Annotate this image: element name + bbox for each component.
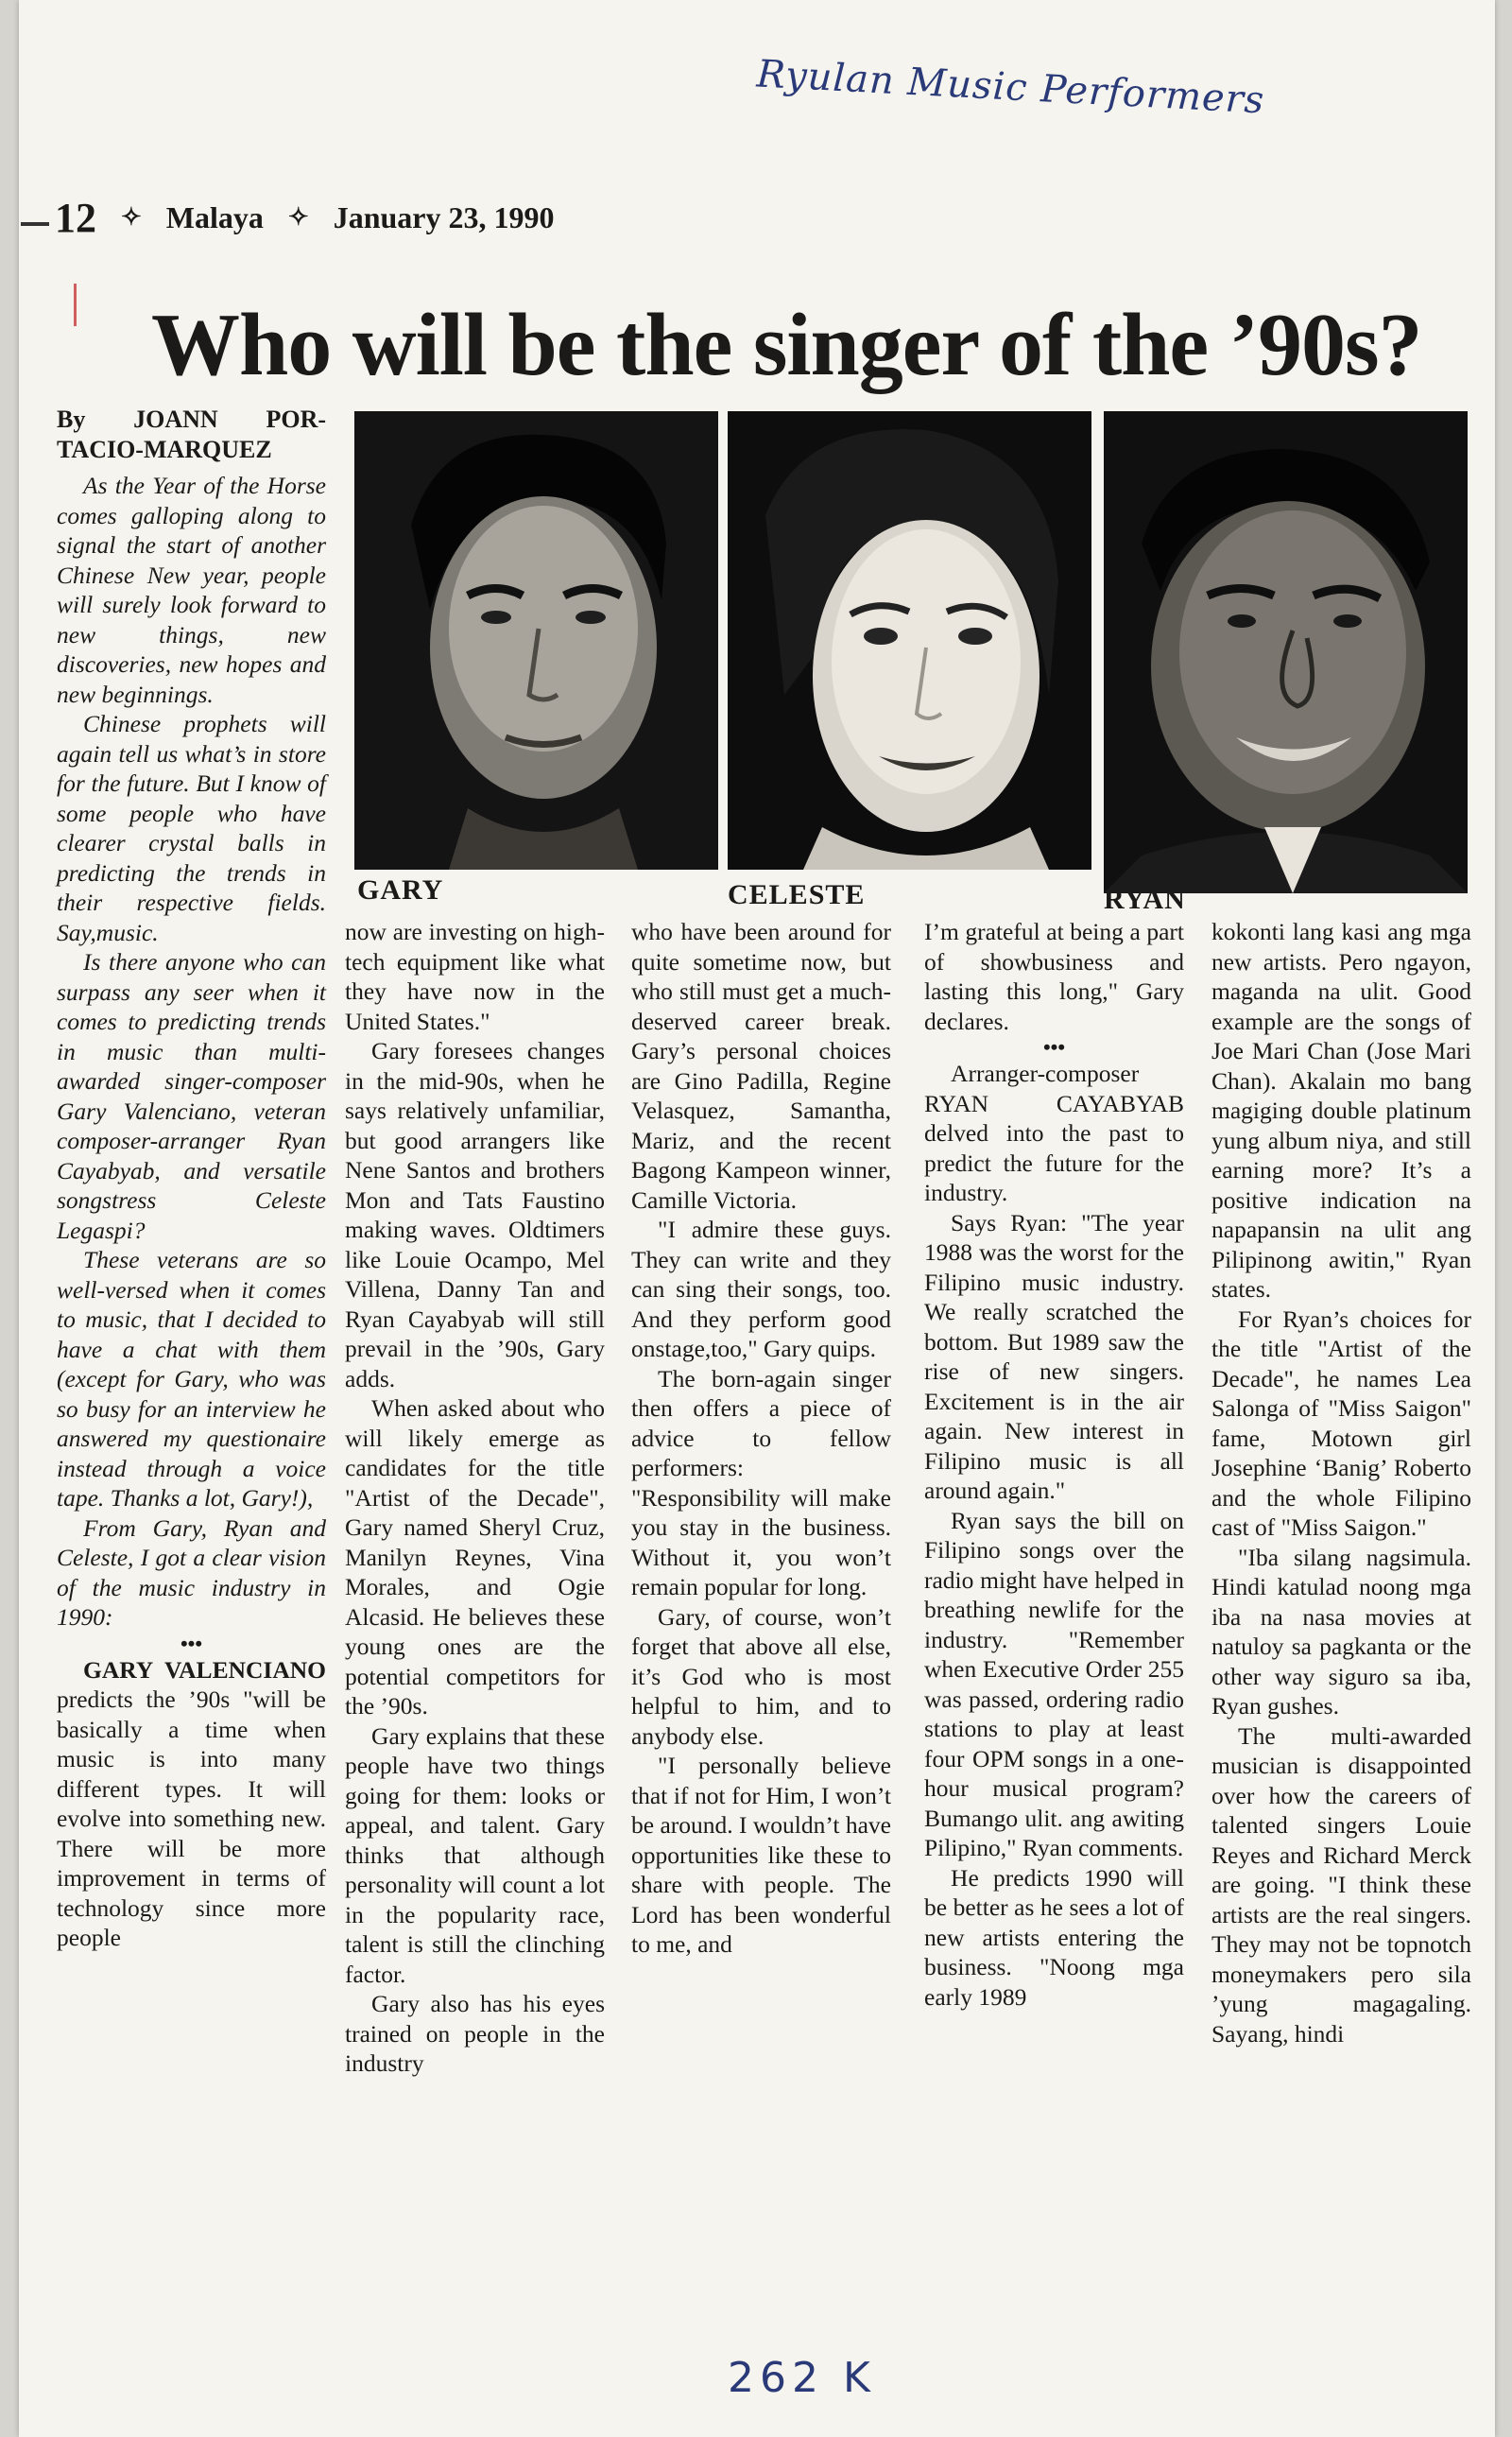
paragraph: kokonti lang kasi ang mga new artists. Pero ngayon, magandа na ulit. Good example are the songs of Joe Mari Chan (Jose Mari Chan). Akalain mo bang magiging double platinum yung album niya, and still earning more? It’s a positive indication na napapansin na ulit ang Pilipinong awitin," Ryan states. [1211,918,1471,1303]
paragraph: The multi-awarded musician is disappointed over how the careers of talented singers Louie Reyes and Richard Merck are going. "I think these artists are the real singers. They may not be topnotch moneymakers pero sila ’yung magagaling. Sayang, hindi [1211,1721,1471,2048]
handwritten-reference: 262 K [728,2354,876,2402]
article-column-2 [345,917,605,2278]
paragraph: Ryan says the bill on Filipino songs over the radio might have helped in breathing newlife for the industry. "Remember when Executive Order 255 was passed, ordering radio stations to play at least four OPM songs in a one-hour musical program? Bumango ulit. ang awiting Pilipino," Ryan comments. [924,1506,1184,1861]
portrait-celeste [728,411,1091,870]
paragraph: The born-again singer then offers a piece of advice to fellow performers: "Responsibility will make you stay in the business. Without it, you won’t remain popular for long. [631,1364,891,1600]
lead-text: predicts the ’90s "will be basically a time when music is into many different types. It will evolve into something new. There will be more improvement in terms of technology since more people [57,1685,326,1951]
section-separator: ••• [1042,1035,1066,1059]
issue-date: January 23, 1990 [333,199,555,234]
photo-celeste [728,411,1091,870]
margin-mark [21,222,49,226]
photo-caption-gary: GARY [357,874,444,906]
paper-name: Malaya [165,199,264,234]
paragraph: From Gary, Ryan and Celeste, I got a clear vision of the music industry in 1990: [57,1513,326,1631]
article-column-4 [924,917,1184,2278]
paragraph: "I personally believe that if not for Him, I won’t be around. I wouldn’t have opportunities like these to share with people. The Lord has been wonderful to me, and [631,1752,891,1958]
diamond-icon: ✧ [121,203,142,231]
paragraph: Is there anyone who can surpass any seer when it comes to predicting trends in music than multi-awarded singer-composer Gary Valenciano, veteran composer-arranger Ryan Cayabyab, and versatile songstress Celeste Legaspi? [57,948,326,1244]
diamond-icon: ✧ [287,203,309,231]
headline: Who will be the singer of the ’90s? [151,296,1422,394]
paragraph: He predicts 1990 will be better as he sees a lot of new artists entering the business. "Noong mga early 1989 [924,1863,1184,2011]
handwritten-note-text: Ryulan Music Performers [755,52,1266,123]
paragraph: Arranger-composer RYAN CAYABYAB delved into the past to predict the future for the industry. [924,1060,1184,1206]
page-number: 12 [55,194,96,241]
red-pen-mark [74,284,77,326]
article-column-1 [57,405,326,2295]
paragraph: "Iba silang nagsimula. Hindi katulad noong mga iba na nasa movies at natuloy sa pagkanta or the other way siguro sa iba, Ryan gushes. [1211,1543,1471,1720]
article-column-5 [1211,917,1471,2429]
paragraph: Gary also has his eyes trained on people in the industry [345,1990,605,2077]
article-column-3 [631,917,891,2278]
paragraph: I’m grateful at being a part of showbusiness and lasting this long," Gary declares. [924,918,1184,1035]
photo-ryan [1104,411,1468,893]
paragraph: now are investing on high-tech equipment like what they have now in the United States." [345,918,605,1035]
photo-caption-celeste: CELESTE [728,879,866,910]
paragraph: As the Year of the Horse comes galloping along to signal the start of another Chinese New year, people will surely look forward to new things, new discoveries, new hopes and new beginnings. [57,472,326,708]
portrait-ryan [1104,411,1468,893]
paragraph: When asked about who will likely emerge as candidates for the title "Artist of the Decade", Gary named Sheryl Cruz, Manilyn Reynes, Vina Morales, and Ogie Alcasid. He believes these young ones are the potential competitors for the ’90s. [345,1394,605,1720]
photo-gary [354,411,718,870]
paragraph: Gary foresees changes in the mid-90s, when he says relatively unfamiliar, but good arrangers like Nene Santos and brothers Mon and Tats Faustino making waves. Oldtimers like Louie Ocampo, Mel Villena, Danny Tan and Ryan Cayabyab will still prevail in the ’90s, Gary adds. [345,1037,605,1392]
article-intro [57,471,326,1633]
paragraph: Says Ryan: "The year 1988 was the worst for the Filipino music industry. We really scratched the bottom. But 1989 saw the rise of new singers. Excitement is in the air again. New interest in Filipino music is all around again." [924,1208,1184,1504]
paragraph: For Ryan’s choices for the title "Artist of the Decade", he names Lea Salonga of "Miss Saigon" fame, Motown girl Josephine ‘Banig’ Roberto and the whole Filipino cast of "Miss Saigon." [1211,1305,1471,1541]
byline: By JOANN POR-TACIO-MARQUEZ [57,406,326,463]
paragraph: Gary, of course, won’t forget that above all else, it’s God who is most helpful to him, and to anybody else. [631,1602,891,1750]
paragraph: "I admire these guys. They can write and they can sing their songs, too. And they perform good onstage,too," Gary quips. [631,1216,891,1362]
paragraph: Gary explains that these people have two things going for them: looks or appeal, and talent. Gary thinks that although personality will count a lot in the popularity race, talent is still the clinching factor. [345,1721,605,1988]
paragraph: Chinese prophets will again tell us what’s in store for the future. But I know of some people who have clearer crystal balls in predicting the trends in their respective fields. Say,music. [57,710,326,946]
paragraph: who have been around for quite sometime now, but who still must get a much-deserved career break. Gary’s personal choices are Gino Padilla, Regine Velasquez, Samantha, Mariz, and the recent Bagong Kampeon winner, Camille Victoria. [631,918,891,1214]
paragraph: These veterans are so well-versed when it comes to music, that I decided to have a chat with them (except for Gary, who was so busy for an interview he answered my questionaire instead through a voice tape. Thanks a lot, Gary!), [57,1246,326,1512]
section-separator: ••• [180,1631,203,1655]
photo-caption-ryan: RYAN [1104,884,1186,915]
dateline [55,189,1453,246]
portrait-gary [354,411,718,870]
lead-name: GARY VALENCIANO [83,1655,326,1684]
paragraph [57,1655,326,1953]
